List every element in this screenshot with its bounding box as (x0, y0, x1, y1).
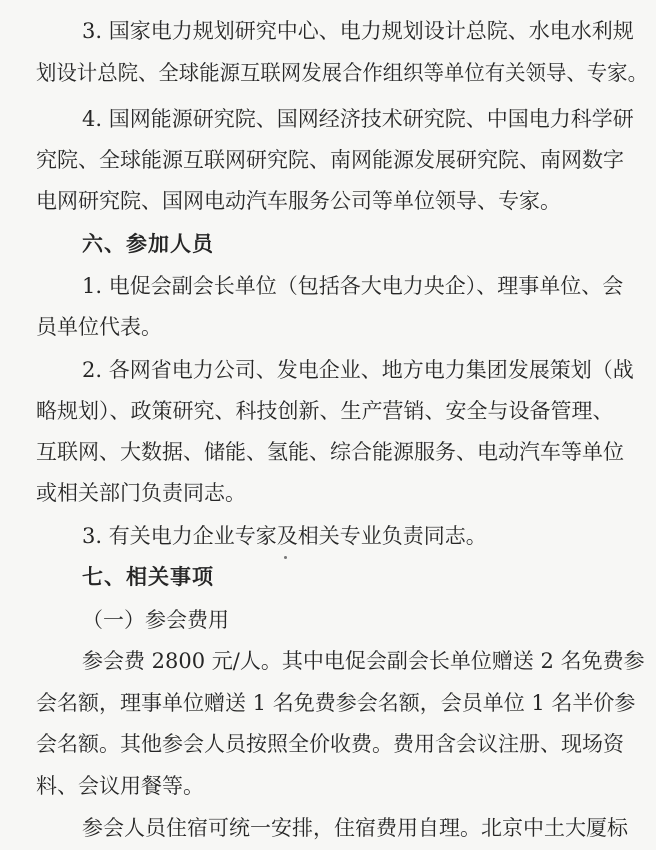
text-line: 参会费 2800 元/人。其中电促会副会长单位赠送 2 名免费参 (82, 649, 645, 673)
text-line: 划设计总院、全球能源互联网发展合作组织等单位有关领导、专家。 (36, 61, 648, 85)
text-line: 或相关部门负责同志。 (36, 481, 246, 505)
text-line: 员单位代表。 (36, 315, 162, 339)
text-line: 究院、全球能源互联网研究院、南网能源发展研究院、南网数字 (36, 148, 624, 172)
text-line: 料、会议用餐等。 (36, 774, 204, 798)
scan-speck (284, 556, 287, 559)
text-line: 互联网、大数据、储能、氢能、综合能源服务、电动汽车等单位 (36, 440, 624, 464)
text-line: 参会人员住宿可统一安排，住宿费用自理。北京中土大厦标 (82, 816, 628, 840)
subsection-heading: （一）参会费用 (82, 608, 229, 632)
text-line: 电网研究院、国网电动汽车服务公司等单位领导、专家。 (36, 189, 561, 213)
text-line: 会名额。其他参会人员按照全价收费。费用含会议注册、现场资 (36, 732, 624, 756)
text-line: 3. 有关电力企业专家及相关专业负责同志。 (82, 524, 487, 548)
section-heading: 六、参加人员 (82, 232, 214, 256)
text-line: 2. 各网省电力公司、发电企业、地方电力集团发展策划（战 (82, 358, 634, 382)
text-line: 会名额，理事单位赠送 1 名免费参会名额，会员单位 1 名半价参 (36, 691, 636, 715)
text-line: 3. 国家电力规划研究中心、电力规划设计总院、水电水利规 (82, 19, 634, 43)
text-line: 1. 电促会副会长单位（包括各大电力央企）、理事单位、会 (82, 274, 624, 298)
text-line: 略规划）、政策研究、科技创新、生产营销、安全与设备管理、 (36, 399, 614, 423)
section-heading: 七、相关事项 (82, 565, 214, 589)
text-line: 4. 国网能源研究院、国网经济技术研究院、中国电力科学研 (82, 107, 634, 131)
